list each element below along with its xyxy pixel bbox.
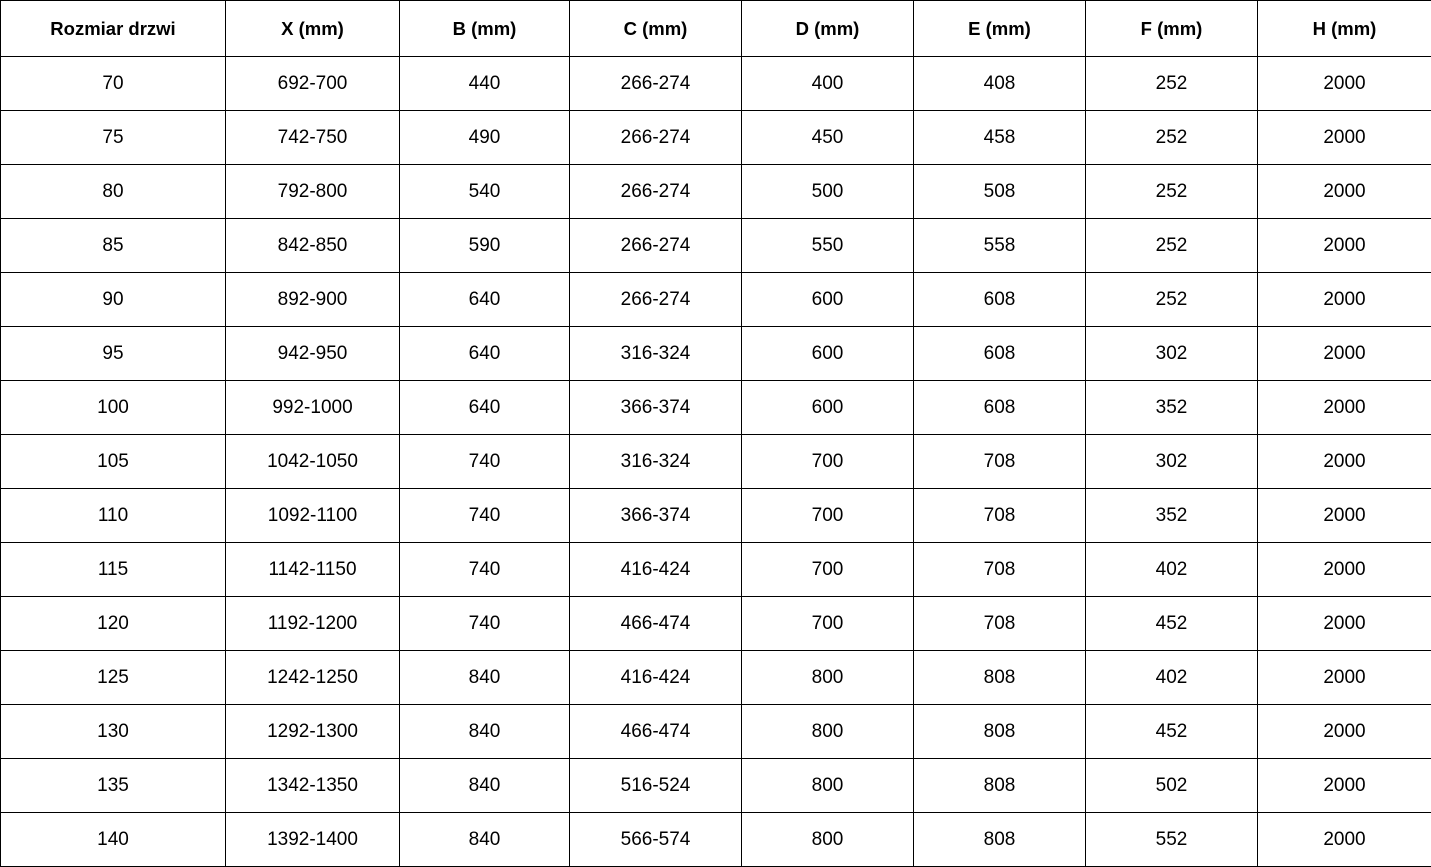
cell-c: 466-474 — [570, 705, 742, 759]
cell-h: 2000 — [1258, 165, 1431, 219]
cell-f: 252 — [1086, 165, 1258, 219]
cell-e: 808 — [914, 759, 1086, 813]
cell-b: 840 — [400, 651, 570, 705]
cell-x: 1042-1050 — [226, 435, 400, 489]
cell-d: 600 — [742, 381, 914, 435]
cell-e: 708 — [914, 489, 1086, 543]
cell-rozmiar-drzwi: 95 — [1, 327, 226, 381]
cell-d: 400 — [742, 57, 914, 111]
table-header-row — [1, 1, 1431, 57]
cell-h: 2000 — [1258, 489, 1431, 543]
cell-x: 1292-1300 — [226, 705, 400, 759]
cell-d: 700 — [742, 543, 914, 597]
cell-d: 550 — [742, 219, 914, 273]
cell-d: 800 — [742, 759, 914, 813]
cell-e: 408 — [914, 57, 1086, 111]
cell-f: 302 — [1086, 435, 1258, 489]
cell-b: 840 — [400, 705, 570, 759]
cell-h: 2000 — [1258, 705, 1431, 759]
cell-c: 366-374 — [570, 489, 742, 543]
cell-d: 600 — [742, 273, 914, 327]
cell-rozmiar-drzwi: 110 — [1, 489, 226, 543]
column-header-d: D (mm) — [742, 1, 914, 57]
cell-d: 700 — [742, 435, 914, 489]
cell-rozmiar-drzwi: 105 — [1, 435, 226, 489]
cell-c: 466-474 — [570, 597, 742, 651]
column-header-c: C (mm) — [570, 1, 742, 57]
cell-rozmiar-drzwi: 135 — [1, 759, 226, 813]
cell-h: 2000 — [1258, 219, 1431, 273]
cell-b: 840 — [400, 813, 570, 867]
cell-d: 800 — [742, 651, 914, 705]
cell-f: 252 — [1086, 57, 1258, 111]
table-row — [1, 489, 1431, 543]
cell-h: 2000 — [1258, 381, 1431, 435]
cell-e: 558 — [914, 219, 1086, 273]
cell-c: 416-424 — [570, 651, 742, 705]
table-row — [1, 435, 1431, 489]
cell-rozmiar-drzwi: 140 — [1, 813, 226, 867]
cell-b: 440 — [400, 57, 570, 111]
table-row — [1, 111, 1431, 165]
cell-e: 608 — [914, 327, 1086, 381]
table-row — [1, 273, 1431, 327]
column-header-x: X (mm) — [226, 1, 400, 57]
column-header-h: H (mm) — [1258, 1, 1431, 57]
cell-f: 552 — [1086, 813, 1258, 867]
cell-f: 302 — [1086, 327, 1258, 381]
cell-b: 640 — [400, 273, 570, 327]
cell-x: 1142-1150 — [226, 543, 400, 597]
cell-h: 2000 — [1258, 327, 1431, 381]
cell-c: 516-524 — [570, 759, 742, 813]
cell-rozmiar-drzwi: 75 — [1, 111, 226, 165]
cell-rozmiar-drzwi: 130 — [1, 705, 226, 759]
cell-c: 266-274 — [570, 111, 742, 165]
cell-f: 452 — [1086, 597, 1258, 651]
cell-b: 490 — [400, 111, 570, 165]
cell-e: 708 — [914, 435, 1086, 489]
cell-c: 316-324 — [570, 435, 742, 489]
cell-c: 366-374 — [570, 381, 742, 435]
cell-h: 2000 — [1258, 651, 1431, 705]
cell-c: 416-424 — [570, 543, 742, 597]
cell-e: 808 — [914, 705, 1086, 759]
table-row — [1, 543, 1431, 597]
cell-f: 402 — [1086, 651, 1258, 705]
cell-e: 708 — [914, 597, 1086, 651]
cell-b: 840 — [400, 759, 570, 813]
cell-e: 508 — [914, 165, 1086, 219]
cell-x: 992-1000 — [226, 381, 400, 435]
cell-e: 708 — [914, 543, 1086, 597]
cell-d: 600 — [742, 327, 914, 381]
cell-rozmiar-drzwi: 115 — [1, 543, 226, 597]
cell-rozmiar-drzwi: 120 — [1, 597, 226, 651]
table-row — [1, 219, 1431, 273]
table-row — [1, 381, 1431, 435]
cell-f: 252 — [1086, 111, 1258, 165]
table-row — [1, 651, 1431, 705]
cell-x: 742-750 — [226, 111, 400, 165]
cell-c: 316-324 — [570, 327, 742, 381]
cell-f: 352 — [1086, 381, 1258, 435]
cell-e: 808 — [914, 813, 1086, 867]
cell-c: 266-274 — [570, 57, 742, 111]
table-row — [1, 327, 1431, 381]
cell-b: 590 — [400, 219, 570, 273]
cell-e: 808 — [914, 651, 1086, 705]
cell-x: 892-900 — [226, 273, 400, 327]
column-header-b: B (mm) — [400, 1, 570, 57]
cell-rozmiar-drzwi: 80 — [1, 165, 226, 219]
column-header-f: F (mm) — [1086, 1, 1258, 57]
cell-x: 1242-1250 — [226, 651, 400, 705]
cell-x: 842-850 — [226, 219, 400, 273]
cell-f: 402 — [1086, 543, 1258, 597]
cell-x: 1392-1400 — [226, 813, 400, 867]
cell-h: 2000 — [1258, 597, 1431, 651]
table-row — [1, 597, 1431, 651]
cell-x: 1192-1200 — [226, 597, 400, 651]
cell-h: 2000 — [1258, 57, 1431, 111]
table-row — [1, 165, 1431, 219]
cell-b: 740 — [400, 543, 570, 597]
cell-rozmiar-drzwi: 125 — [1, 651, 226, 705]
cell-d: 800 — [742, 705, 914, 759]
cell-h: 2000 — [1258, 813, 1431, 867]
cell-h: 2000 — [1258, 543, 1431, 597]
column-header-e: E (mm) — [914, 1, 1086, 57]
cell-d: 700 — [742, 597, 914, 651]
cell-x: 1342-1350 — [226, 759, 400, 813]
cell-b: 640 — [400, 327, 570, 381]
cell-rozmiar-drzwi: 85 — [1, 219, 226, 273]
cell-b: 740 — [400, 489, 570, 543]
table-row — [1, 759, 1431, 813]
cell-rozmiar-drzwi: 90 — [1, 273, 226, 327]
cell-b: 540 — [400, 165, 570, 219]
cell-x: 792-800 — [226, 165, 400, 219]
cell-h: 2000 — [1258, 435, 1431, 489]
cell-h: 2000 — [1258, 273, 1431, 327]
table-row — [1, 813, 1431, 867]
cell-b: 740 — [400, 435, 570, 489]
cell-x: 942-950 — [226, 327, 400, 381]
cell-rozmiar-drzwi: 70 — [1, 57, 226, 111]
cell-b: 640 — [400, 381, 570, 435]
cell-e: 608 — [914, 273, 1086, 327]
cell-b: 740 — [400, 597, 570, 651]
cell-c: 266-274 — [570, 219, 742, 273]
cell-h: 2000 — [1258, 759, 1431, 813]
cell-d: 800 — [742, 813, 914, 867]
cell-e: 458 — [914, 111, 1086, 165]
cell-f: 352 — [1086, 489, 1258, 543]
cell-f: 252 — [1086, 273, 1258, 327]
cell-d: 500 — [742, 165, 914, 219]
cell-f: 452 — [1086, 705, 1258, 759]
table-row — [1, 57, 1431, 111]
cell-c: 566-574 — [570, 813, 742, 867]
cell-f: 502 — [1086, 759, 1258, 813]
cell-d: 700 — [742, 489, 914, 543]
cell-f: 252 — [1086, 219, 1258, 273]
table-row — [1, 705, 1431, 759]
cell-c: 266-274 — [570, 273, 742, 327]
cell-d: 450 — [742, 111, 914, 165]
column-header-rozmiar-drzwi: Rozmiar drzwi — [1, 1, 226, 57]
cell-e: 608 — [914, 381, 1086, 435]
cell-rozmiar-drzwi: 100 — [1, 381, 226, 435]
cell-h: 2000 — [1258, 111, 1431, 165]
cell-x: 692-700 — [226, 57, 400, 111]
cell-x: 1092-1100 — [226, 489, 400, 543]
cell-c: 266-274 — [570, 165, 742, 219]
